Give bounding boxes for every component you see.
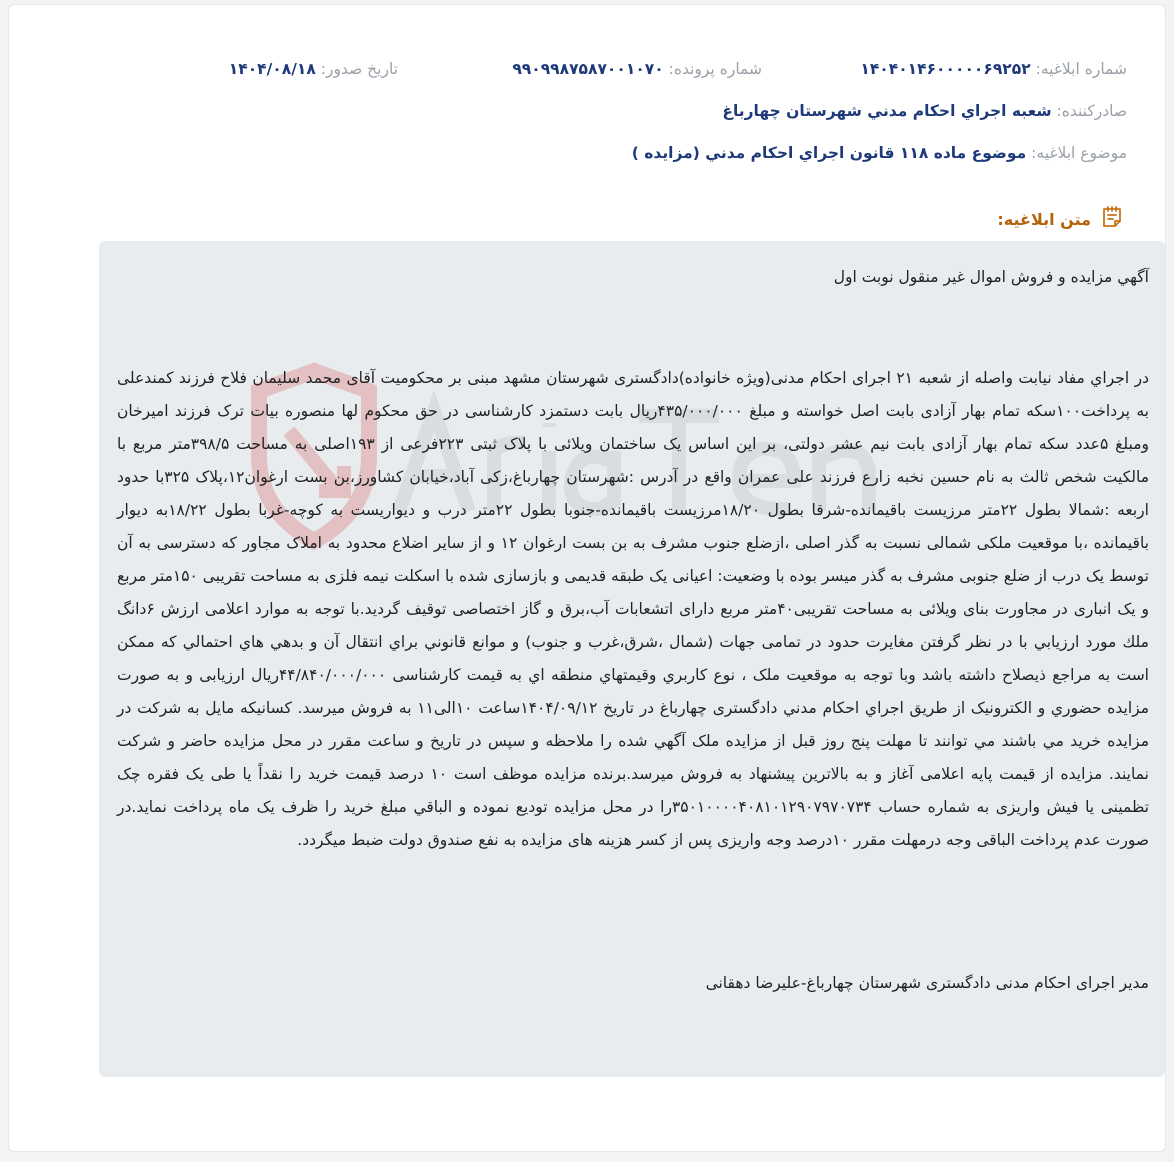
notice-number-value: ۱۴۰۴۰۱۴۶۰۰۰۰۰۶۹۲۵۲ bbox=[860, 60, 1031, 78]
subject-label: موضوع ابلاغیه: bbox=[1031, 144, 1127, 162]
case-number-label: شماره پرونده: bbox=[668, 60, 762, 78]
notice-paragraph: در اجراي مفاد نيابت واصله از شعبه ۲۱ اجرای احکام مدنی(ویژه خانواده)دادگستری شهرستان مشهد مبنی بر محکومیت آقای محمد سلیمان فلاح فرزند کمندعلی به پرداخت۱۰۰سکه تمام بهار آزادی بابت اصل خواسته و مبلغ ۴۳۵/۰۰۰/۰۰۰ریال بابت دستمزد کارشناسی در حق محکوم لها منصوره بیات ترک فرزند امیرخان ومبلغ ۵عدد سکه تمام بهار آزادی بابت نیم عشر دولتی، بر این اساس یک ساختمان ویلائی با پلاک ثبتی ۲۲۳فرعی از ۱۹۳اصلی به مساحت ۳۹۸/۵متر مربع با مالکیت شخص ثالث به نام حسین نخبه زارع فرزند علی عمران واقع در آدرس :شهرستان چهارباغ،زکی آباد،خیابان کشاورز،بن بست ارغوان۱۲،پلاک ۳۲۵با حدود اربعه :شمالا بطول ۲۲متر مرزیست باقیمانده-شرقا بطول ۱۸/۲۰مرزیست باقیمانده-جنوبا بطول ۲۲متر درب و دیواریست به کوچه-غربا بطول ۱۸/۲۲به دیوار باقیمانده ،با موقعیت ملکی شمالی نسبت به گذر اصلی ،ازضلع جنوب مشرف به بن بست ارغوان ۱۲ و از سایر اضلاع محدود به املاک مجاور که دسترسی به آن توسط یک درب از ضلع جنوبی مشرف به گذر میسر بوده با وضعیت: اعیانی یک طبقه قدیمی و بازسازی شده با اسکلت نیمه فلزی به مساحت تقریبی ۱۵۰متر مربع و یک انباری در مجاورت بنای ویلائی به مساحت تقریبی۴۰متر مربع دارای اتشعابات آب،برق و گاز اختصاصی توقیف گردید.با توجه به موارد اعلامی ارزش ۶دانگ ملك مورد ارزيابي با در نظر گرفتن مغايرت حدود در تمامی جهات (شمال ،شرق،غرب و جنوب) و موانع قانوني براي انتقال آن و بدهي هاي احتمالي كه ممكن است به مراجع ذيصلاح داشته باشد وبا توجه به موقعيت ملک ، نوع كاربري وقيمتهاي منطقه اي به قيمت کارشناسی ۴۴/۸۴۰/۰۰۰/۰۰۰ريال ارزیابی و به صورت مزايده حضوري و الكترونیک از طريق اجراي احكام مدني دادگستری چهارباغ در تاريخ ۱۴۰۴/۰۹/۱۲ساعت ۱۰الی۱۱ به فروش میرسد. كسانيكه مايل به شركت در مزايده خريد مي باشند مي توانند تا مهلت پنج روز قبل از مزايده ملک آگهي شده را ملاحظه و سپس در تاريخ و ساعت مقرر در محل مزايده حاضر و شركت نمايند. مزايده از قيمت پايه اعلامی آغاز و به بالاترين پيشنهاد به فروش ميرسد.برنده مزايده موظف است ۱۰ درصد قيمت خريد را نقداً يا طی یک فقره چک تظمینی یا فیش واریزی به شماره حساب ۳۵۰۱۰۰۰۰۴۰۸۱۰۱۲۹۰۷۹۷۰۷۳۴را در محل مزايده توديع نموده و الباقي مبلغ خريد را ظرف يک ماه پرداخت نمايد.در صورت عدم پرداخت الباقی وجه درمهلت مقرر ۱۰درصد وجه واریزی پس از کسر هزینه های مزایده به نفع صندوق دولت ضبط میگردد. bbox=[117, 369, 1149, 849]
section-title: متن ابلاغیه: bbox=[997, 209, 1091, 229]
subject-value: موضوع ماده ۱۱۸ قانون اجراي احكام مدني (مزايده ) bbox=[631, 144, 1027, 162]
issue-date bbox=[229, 60, 398, 78]
issue-date-label: تاریخ صدور: bbox=[320, 60, 398, 78]
issue-date-value: ۱۴۰۴/۰۸/۱۸ bbox=[228, 60, 316, 78]
notice-number bbox=[860, 60, 1127, 78]
notice-card bbox=[8, 4, 1166, 1152]
notice-title: آگهي مزايده و فروش اموال غير منقول نوبت اول bbox=[833, 268, 1149, 286]
notice-body bbox=[99, 241, 1165, 1077]
signature: مدير اجرای احکام مدنی دادگستری شهرستان چهارباغ-علیرضا دهقانی bbox=[705, 974, 1149, 992]
subject bbox=[632, 144, 1127, 162]
notepad-icon bbox=[1099, 204, 1125, 234]
notice-number-label: شماره ابلاغیه: bbox=[1035, 60, 1127, 78]
issuer-value: شعبه اجراي احكام مدني شهرستان چهارباغ bbox=[722, 102, 1052, 120]
issuer bbox=[722, 102, 1127, 120]
section-header bbox=[997, 204, 1125, 234]
case-number bbox=[512, 60, 762, 78]
issuer-label: صادرکننده: bbox=[1056, 102, 1127, 120]
case-number-value: ۹۹۰۹۹۸۷۵۸۷۰۰۱۰۷۰ bbox=[512, 60, 664, 78]
